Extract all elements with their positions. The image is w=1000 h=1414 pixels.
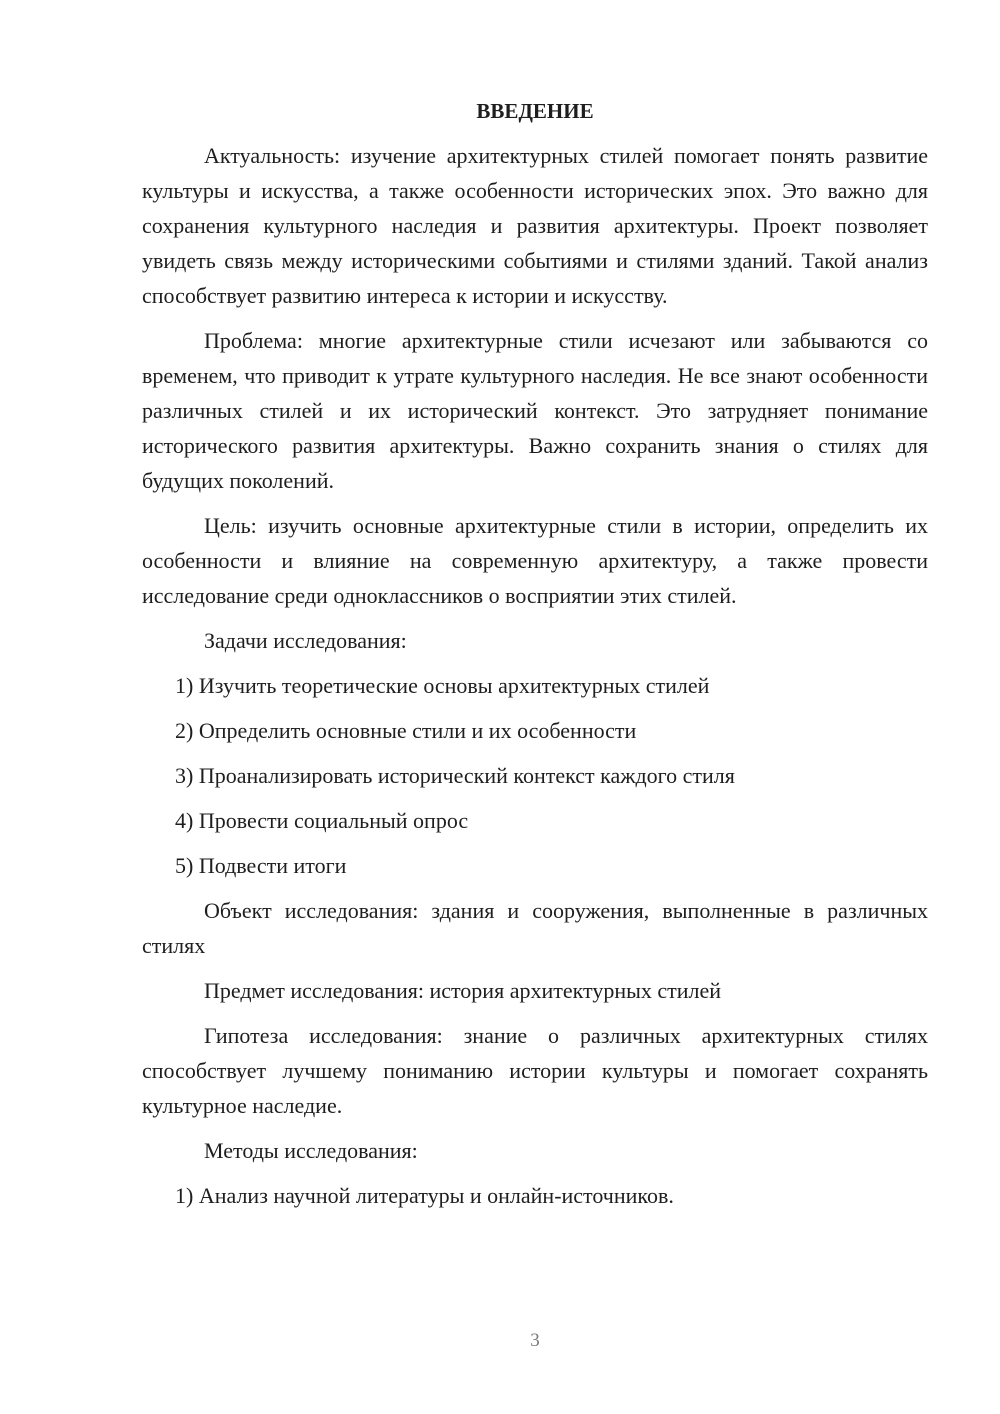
- object-paragraph: Объект исследования: здания и сооружения, выполненные в различных стилях: [142, 898, 928, 958]
- task-item: 1) Изучить теоретические основы архитектурных стилей: [175, 673, 710, 698]
- method-item: 1) Анализ научной литературы и онлайн-источников.: [175, 1183, 674, 1208]
- task-item: 5) Подвести итоги: [175, 853, 347, 878]
- problem-paragraph: Проблема: многие архитектурные стили исчезают или забываются со временем, что приводит к утрате культурного наследия. Не все знают особенности различных стилей и их исторический контекст. Это затрудняет понимание исторического развития архитектуры. Важно сохранить знания о стилях для будущих поколений.: [142, 328, 928, 493]
- task-item: 4) Провести социальный опрос: [175, 808, 469, 833]
- document-page: [142, 96, 928, 1223]
- page-number: 3: [530, 1330, 540, 1351]
- relevance-paragraph: Актуальность: изучение архитектурных стилей помогает понять развитие культуры и искусства, а также особенности исторических эпох. Это важно для сохранения культурного наследия и развития архитектуры. Проект позволяет увидеть связь между историческими событиями и стилями зданий. Такой анализ способствует развитию интереса к истории и искусству.: [142, 143, 928, 308]
- task-item: 3) Проанализировать исторический контекст каждого стиля: [175, 763, 735, 788]
- subject-paragraph: Предмет исследования: история архитектурных стилей: [204, 978, 722, 1003]
- tasks-heading: Задачи исследования:: [204, 628, 407, 653]
- methods-heading: Методы исследования:: [204, 1138, 418, 1163]
- section-title: ВВЕДЕНИЕ: [476, 99, 594, 123]
- task-item: 2) Определить основные стили и их особенности: [175, 718, 637, 743]
- hypothesis-paragraph: Гипотеза исследования: знание о различных архитектурных стилях способствует лучшему пониманию истории культуры и помогает сохранять культурное наследие.: [142, 1023, 928, 1118]
- goal-paragraph: Цель: изучить основные архитектурные стили в истории, определить их особенности и влияние на современную архитектуру, а также провести исследование среди одноклассников о восприятии этих стилей.: [142, 513, 928, 608]
